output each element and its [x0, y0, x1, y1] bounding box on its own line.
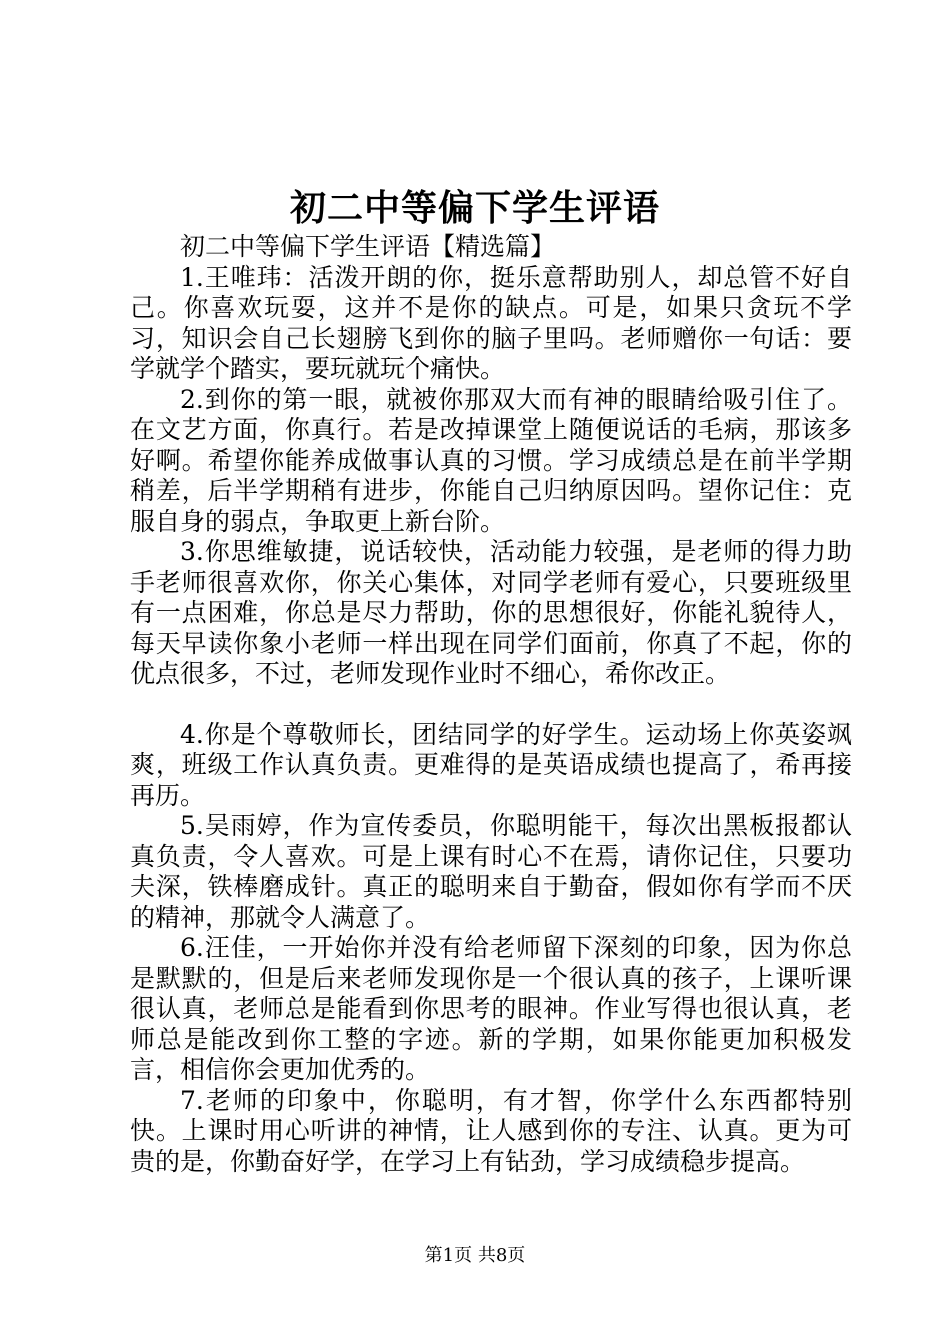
comment-paragraph-7: 7.老师的印象中，你聪明，有才智，你学什么东西都特别快。上课时用心听讲的神情，让人感到你的专注、认真。更为可贵的是，你勤奋好学，在学习上有钻劲，学习成绩稳步提高。 — [130, 1085, 852, 1176]
comment-paragraph-5: 5.吴雨婷，作为宣传委员，你聪明能干，每次出黑板报都认真负责，令人喜欢。可是上课有时心不在焉，请你记住，只要功夫深，铁棒磨成针。真正的聪明来自于勤奋，假如你有学而不厌的精神，那就令人满意了。 — [130, 811, 852, 932]
document-body — [130, 232, 852, 1177]
subtitle-paragraph: 初二中等偏下学生评语【精选篇】 — [180, 232, 556, 261]
comment-paragraph-1: 1.王唯玮：活泼开朗的你，挺乐意帮助别人，却总管不好自己。你喜欢玩耍，这并不是你的缺点。可是，如果只贪玩不学习，知识会自己长翅膀飞到你的脑子里吗。老师赠你一句话：要学就学个踏实，要玩就玩个痛快。 — [130, 262, 852, 383]
comment-paragraph-3: 3.你思维敏捷，说话较快，活动能力较强，是老师的得力助手老师很喜欢你，你关心集体，对同学老师有爱心，只要班级里有一点困难，你总是尽力帮助，你的思想很好，你能礼貌待人，每天早读你象小老师一样出现在同学们面前，你真了不起，你的优点很多，不过，老师发现作业时不细心，希你改正。 — [130, 537, 852, 688]
comment-paragraph-6: 6.汪佳，一开始你并没有给老师留下深刻的印象，因为你总是默默的，但是后来老师发现你是一个很认真的孩子，上课听课很认真，老师总是能看到你思考的眼神。作业写得也很认真，老师总是能改到你工整的字迹。新的学期，如果你能更加积极发言，相信你会更加优秀的。 — [130, 933, 852, 1084]
comment-paragraph-2: 2.到你的第一眼，就被你那双大而有神的眼睛给吸引住了。在文艺方面，你真行。若是改掉课堂上随便说话的毛病，那该多好啊。希望你能养成做事认真的习惯。学习成绩总是在前半学期稍差，后半学期稍有进步，你能自己归纳原因吗。望你记住：克服自身的弱点，争取更上新台阶。 — [130, 384, 852, 536]
page-footer: 第1页 共8页 — [424, 1245, 526, 1266]
comment-paragraph-4: 4.你是个尊敬师长，团结同学的好学生。运动场上你英姿飒爽，班级工作认真负责。更难得的是英语成绩也提高了，希再接再历。 — [130, 719, 852, 810]
document-title: 初二中等偏下学生评语 — [289, 187, 660, 229]
